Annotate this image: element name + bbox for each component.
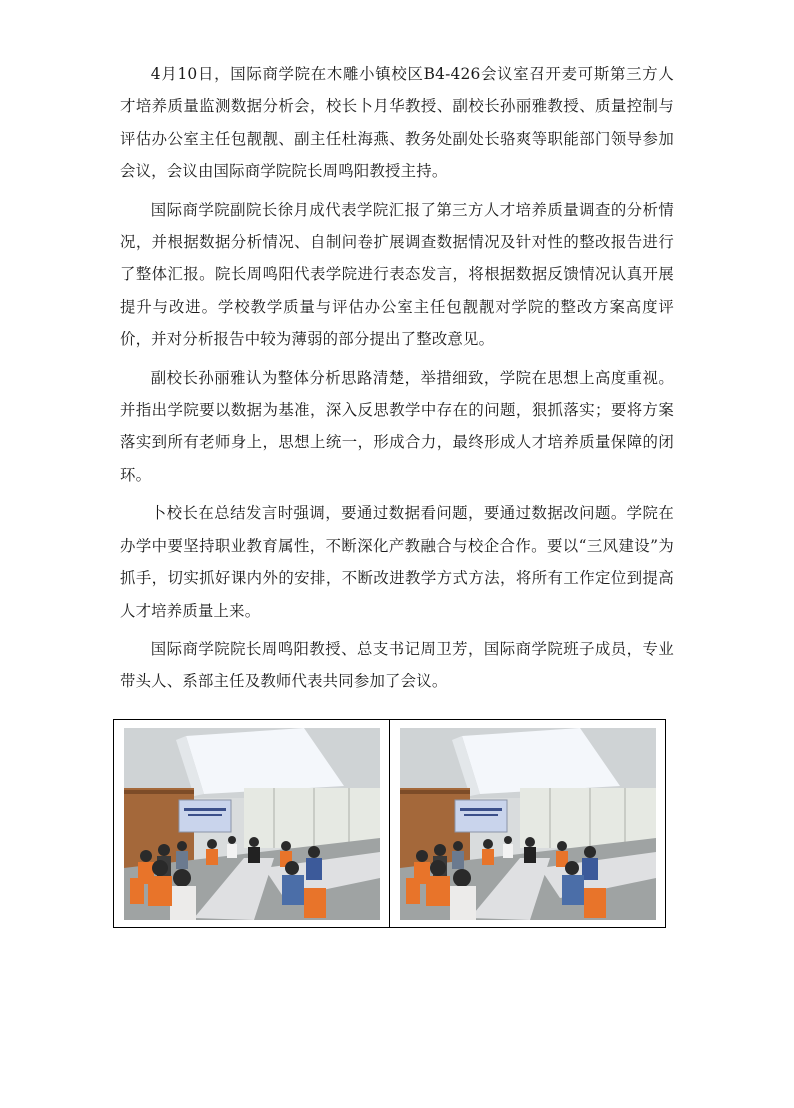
paragraph-2: 国际商学院副院长徐月成代表学院汇报了第三方人才培养质量调查的分析情况，并根据数据分析情况、自制问卷扩展调查数据情况及针对性的整改报告进行了整体汇报。院长周鸣阳代表学院进行表态发言，将根据数据反馈情况认真开展提升与改进。学校教学质量与评估办公室主任包靓靓对学院的整改方案高度评价，并对分析报告中较为薄弱的部分提出了整改意见。 bbox=[120, 200, 674, 349]
paragraph-1: 4月10日，国际商学院在木雕小镇校区B4-426会议室召开麦可斯第三方人才培养质量监测数据分析会，校长卜月华教授、副校长孙丽雅教授、质量控制与评估办公室主任包靓靓、副主任杜海燕、教务处副处长骆爽等职能部门领导参加会议，会议由国际商学院院长周鸣阳教授主持。 bbox=[120, 65, 674, 181]
article-body bbox=[120, 58, 674, 704]
paragraph-3: 副校长孙丽雅认为整体分析思路清楚，举措细致，学院在思想上高度重视。并指出学院要以数据为基准，深入反思教学中存在的问题，狠抓落实；要将方案落实到所有老师身上，思想上统一，形成合力，最终形成人才培养质量保障的闭环。 bbox=[120, 368, 674, 484]
paragraph-4: 卜校长在总结发言时强调，要通过数据看问题，要通过数据改问题。学院在办学中要坚持职业教育属性，不断深化产教融合与校企合作。要以“三风建设”为抓手，切实抓好课内外的安排，不断改进教学方式方法，将所有工作定位到提高人才培养质量上来。 bbox=[120, 504, 674, 620]
meeting-photo-left bbox=[124, 728, 380, 920]
photo-cell-left bbox=[114, 720, 389, 927]
photo-cell-right bbox=[389, 720, 665, 927]
photo-table bbox=[113, 719, 666, 928]
meeting-photo-right bbox=[400, 728, 656, 920]
paragraph-5: 国际商学院院长周鸣阳教授、总支书记周卫芳，国际商学院班子成员，专业带头人、系部主任及教师代表共同参加了会议。 bbox=[120, 639, 674, 691]
